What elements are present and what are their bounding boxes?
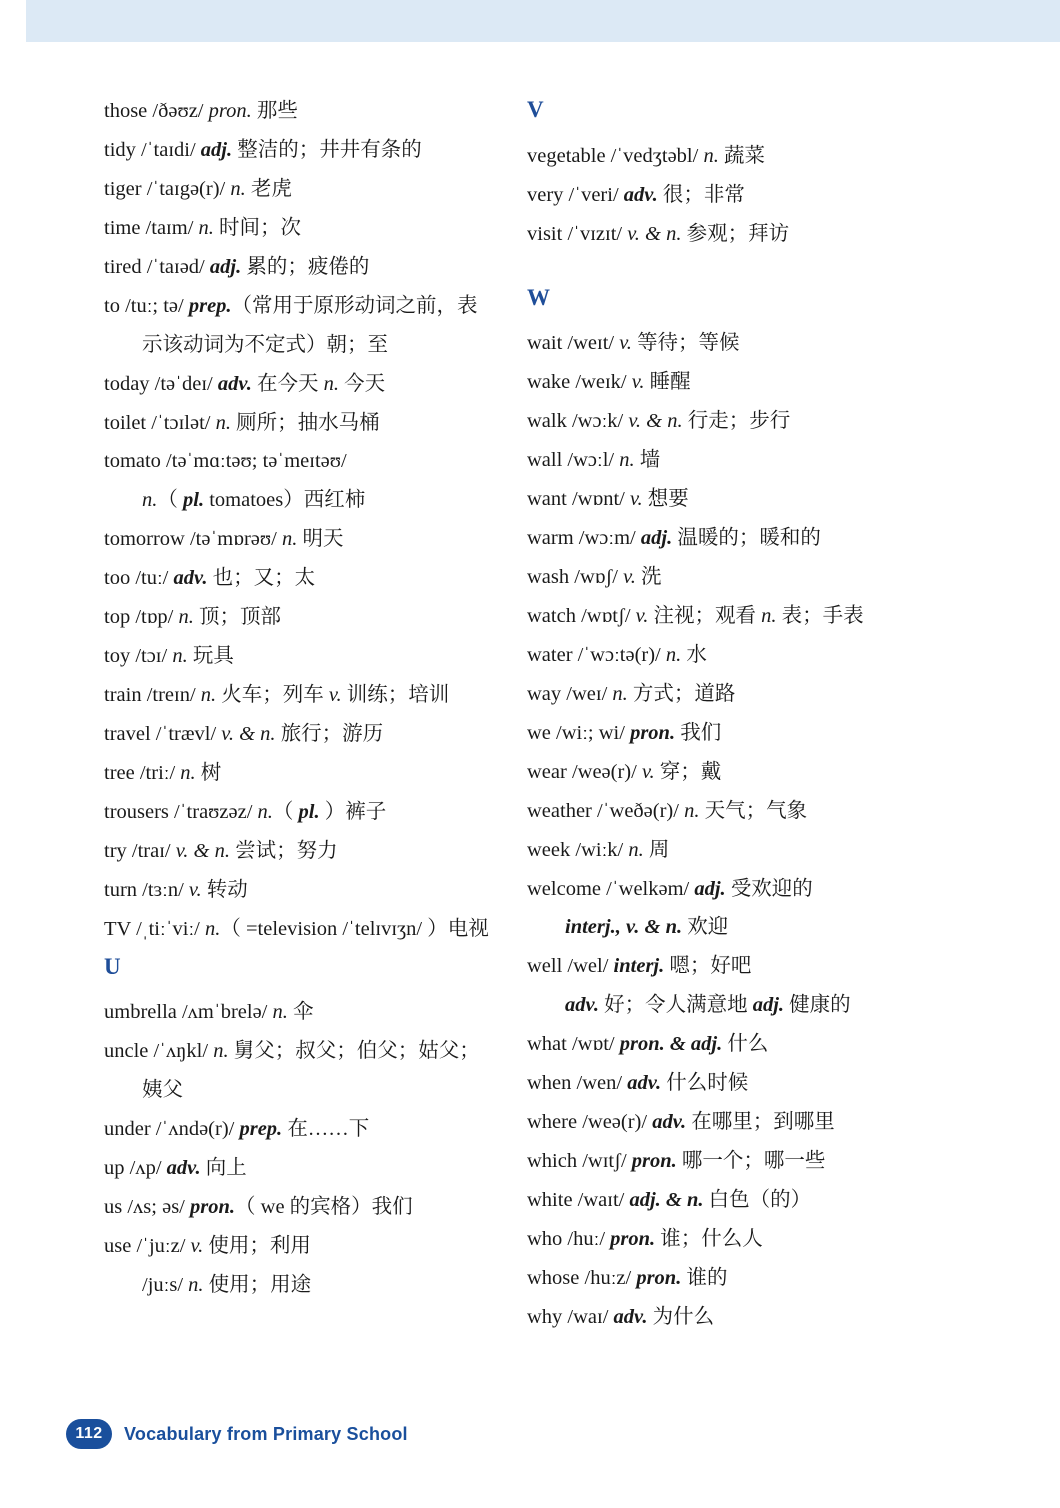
entry-main: tree /triː/ n. 树 — [104, 761, 222, 784]
dictionary-entry — [104, 910, 524, 949]
entry-main: welcome /ˈwelkəm/ adj. 受欢迎的 — [527, 877, 813, 900]
entry-main: when /wen/ adv. 什么时候 — [527, 1072, 749, 1095]
entry-main: visit /ˈvɪzɪt/ v. & n. 参观；拜访 — [527, 222, 790, 245]
dictionary-entry — [527, 519, 947, 558]
entry-main: trousers /ˈtraʊzəz/ n.（ pl. ）裤子 — [104, 800, 387, 823]
dictionary-entry — [104, 793, 524, 832]
entry-main: way /weɪ/ n. 方式；道路 — [527, 682, 736, 705]
dictionary-entry — [527, 1103, 947, 1142]
entry-list-t — [104, 92, 524, 949]
entry-continuation: 姨父 — [142, 1079, 183, 1102]
entry-main: too /tuː/ adv. 也；又；太 — [104, 567, 316, 590]
entry-main: under /ˈʌndə(r)/ prep. 在……下 — [104, 1118, 370, 1141]
dictionary-entry — [104, 1188, 524, 1227]
entry-continuation: adv. 好；令人满意地 adj. 健康的 — [565, 994, 851, 1017]
entry-main: today /təˈdeɪ/ adv. 在今天 n. 今天 — [104, 372, 386, 395]
entry-list-v — [527, 137, 947, 254]
dictionary-entry — [104, 598, 524, 637]
dictionary-entry — [104, 1110, 524, 1149]
dictionary-entry — [104, 92, 524, 131]
entry-continuation: /juːs/ n. 使用；用途 — [142, 1273, 312, 1296]
dictionary-entry — [104, 715, 524, 754]
entry-main: week /wiːk/ n. 周 — [527, 838, 670, 861]
dictionary-entry — [104, 871, 524, 910]
dictionary-entry — [527, 363, 947, 402]
dictionary-entry — [527, 1220, 947, 1259]
entry-main: uncle /ˈʌŋkl/ n. 舅父；叔父；伯父；姑父； — [104, 1040, 480, 1063]
entry-list-w — [527, 324, 947, 1336]
dictionary-entry — [104, 170, 524, 209]
dictionary-entry — [104, 442, 524, 520]
dictionary-entry — [527, 324, 947, 363]
entry-main: where /weə(r)/ adv. 在哪里；到哪里 — [527, 1111, 835, 1134]
dictionary-entry — [527, 441, 947, 480]
entry-main: want /wɒnt/ v. 想要 — [527, 488, 689, 511]
dictionary-entry — [527, 137, 947, 176]
dictionary-entry — [527, 1259, 947, 1298]
entry-main: turn /tɜːn/ v. 转动 — [104, 878, 248, 901]
dictionary-entry — [104, 1032, 524, 1110]
entry-main: walk /wɔːk/ v. & n. 行走；步行 — [527, 410, 791, 433]
entry-main: whose /huːz/ pron. 谁的 — [527, 1266, 728, 1289]
dictionary-entry — [527, 1181, 947, 1220]
dictionary-entry — [527, 636, 947, 675]
dictionary-entry — [104, 676, 524, 715]
dictionary-entry — [104, 287, 524, 365]
entry-main: watch /wɒtʃ/ v. 注视；观看 n. 表；手表 — [527, 604, 864, 627]
dictionary-entry — [104, 131, 524, 170]
entry-main: us /ʌs; əs/ pron.（ we 的宾格）我们 — [104, 1196, 413, 1219]
entry-main: those /ðəʊz/ pron. 那些 — [104, 100, 298, 122]
right-column — [527, 92, 947, 1337]
dictionary-entry — [527, 831, 947, 870]
dictionary-entry — [104, 209, 524, 248]
letter-heading-u: U — [104, 953, 121, 979]
entry-main: toy /tɔɪ/ n. 玩具 — [104, 645, 234, 668]
entry-main: tomorrow /təˈmɒrəʊ/ n. 明天 — [104, 528, 344, 551]
entry-main: water /ˈwɔːtə(r)/ n. 水 — [527, 643, 707, 666]
entry-main: wall /wɔːl/ n. 墙 — [527, 449, 661, 472]
dictionary-entry — [104, 1227, 524, 1305]
entry-main: up /ʌp/ adv. 向上 — [104, 1157, 247, 1180]
entry-main: vegetable /ˈvedʒtəbl/ n. 蔬菜 — [527, 144, 765, 167]
entry-main: tidy /ˈtaɪdi/ adj. 整洁的；井井有条的 — [104, 138, 422, 161]
entry-continuation: 示该动词为不定式）朝；至 — [142, 333, 388, 356]
page-footer — [66, 1419, 408, 1449]
entry-continuation: interj., v. & n. 欢迎 — [565, 916, 729, 939]
letter-heading-w: W — [527, 284, 550, 310]
letter-heading-v: V — [527, 97, 544, 122]
dictionary-entry — [104, 365, 524, 404]
dictionary-entry — [104, 404, 524, 443]
dictionary-entry — [104, 559, 524, 598]
dictionary-entry — [527, 947, 947, 1025]
dictionary-entry — [104, 1149, 524, 1188]
entry-main: toilet /ˈtɔɪlət/ n. 厕所；抽水马桶 — [104, 411, 380, 434]
entry-main: umbrella /ʌmˈbrelə/ n. 伞 — [104, 1001, 314, 1024]
entry-main: wear /weə(r)/ v. 穿；戴 — [527, 760, 722, 783]
entry-main: to /tuː; tə/ prep.（常用于原形动词之前，表 — [104, 294, 478, 317]
dictionary-entry — [527, 480, 947, 519]
entry-main: warm /wɔːm/ adj. 温暖的；暖和的 — [527, 527, 821, 550]
dictionary-entry — [104, 832, 524, 871]
entry-main: tomato /təˈmɑːtəʊ; təˈmeɪtəʊ/ — [104, 450, 347, 473]
entry-main: we /wiː; wi/ pron. 我们 — [527, 721, 722, 744]
dictionary-entry — [104, 520, 524, 559]
dictionary-entry — [104, 993, 524, 1032]
entry-main: travel /ˈtrævl/ v. & n. 旅行；游历 — [104, 723, 384, 745]
entry-main: very /ˈveri/ adv. 很；非常 — [527, 183, 745, 206]
dictionary-entry — [527, 792, 947, 831]
dictionary-entry — [527, 1064, 947, 1103]
footer-title: Vocabulary from Primary School — [124, 1423, 408, 1444]
entry-main: who /huː/ pron. 谁；什么人 — [527, 1227, 763, 1250]
dictionary-entry — [527, 870, 947, 948]
entry-main: try /traɪ/ v. & n. 尝试；努力 — [104, 839, 338, 862]
entry-main: use /ˈjuːz/ v. 使用；利用 — [104, 1235, 311, 1258]
entry-main: white /waɪt/ adj. & n. 白色（的） — [527, 1189, 812, 1212]
dictionary-entry — [527, 1025, 947, 1064]
dictionary-entry — [527, 1298, 947, 1337]
dictionary-entry — [104, 754, 524, 793]
dictionary-entry — [527, 558, 947, 597]
dictionary-entry — [527, 714, 947, 753]
entry-main: wait /weɪt/ v. 等待；等候 — [527, 332, 740, 355]
entry-list-u — [104, 993, 524, 1305]
dictionary-entry — [527, 1142, 947, 1181]
left-column — [104, 92, 524, 1305]
entry-main: top /tɒp/ n. 顶；顶部 — [104, 606, 282, 629]
entry-main: time /taɪm/ n. 时间；次 — [104, 216, 302, 239]
entry-main: train /treɪn/ n. 火车；列车 v. 训练；培训 — [104, 684, 450, 707]
dictionary-entry — [527, 597, 947, 636]
entry-main: TV /ˌtiːˈviː/ n.（ =television /ˈtelɪvɪʒn/ ）电视 — [104, 917, 489, 940]
entry-main: wash /wɒʃ/ v. 洗 — [527, 566, 662, 589]
dictionary-entry — [527, 402, 947, 441]
dictionary-entry — [527, 215, 947, 254]
entry-main: tiger /ˈtaɪgə(r)/ n. 老虎 — [104, 177, 292, 200]
entry-main: what /wɒt/ pron. & adj. 什么 — [527, 1033, 769, 1056]
dictionary-entry — [527, 753, 947, 792]
dictionary-entry — [104, 248, 524, 287]
entry-main: wake /weɪk/ v. 睡醒 — [527, 371, 691, 394]
dictionary-entry — [104, 637, 524, 676]
entry-main: which /wɪtʃ/ pron. 哪一个；哪一些 — [527, 1150, 826, 1173]
page-number-badge: 112 — [66, 1419, 112, 1449]
entry-main: why /waɪ/ adv. 为什么 — [527, 1305, 715, 1328]
entry-main: well /wel/ interj. 嗯；好吧 — [527, 955, 752, 978]
entry-main: tired /ˈtaɪəd/ adj. 累的；疲倦的 — [104, 255, 370, 278]
entry-main: weather /ˈweðə(r)/ n. 天气；气象 — [527, 799, 808, 822]
dictionary-entry — [527, 675, 947, 714]
dictionary-entry — [527, 176, 947, 215]
entry-continuation: n.（ pl. tomatoes）西红柿 — [142, 489, 366, 512]
